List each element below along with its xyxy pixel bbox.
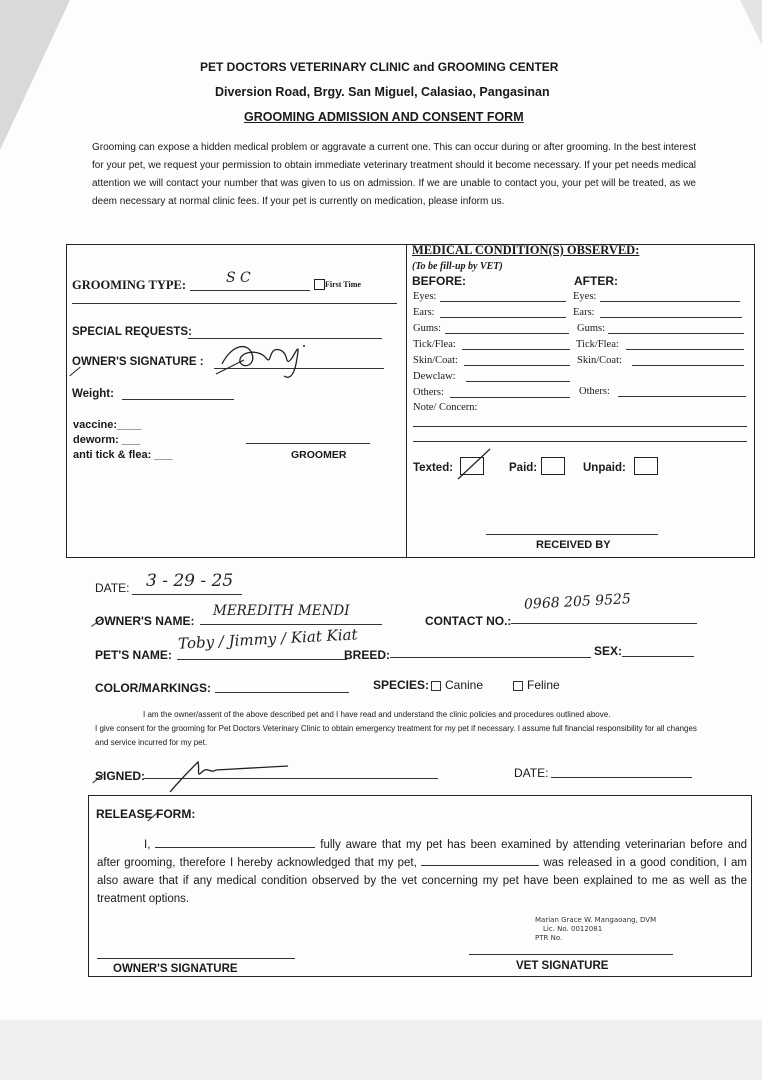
contact-value: 0968 205 9525 xyxy=(523,591,632,613)
before-eyes-label: Eyes: xyxy=(413,291,437,302)
consent-signature-scribble xyxy=(140,752,300,796)
intro-paragraph: Grooming can expose a hidden medical problem or aggravate a current one. This can occur during or after grooming. In the best interest for your pet, we request your permission to obtain immediate veterinary treatment should it become necessary. If your pet needs medical attention we will contact your number that was given to us on admission. If we are unable to contact you, your pet will be treated, as we deem necessary at normal clinic fees. If your pet is currently on medication, please inform us. xyxy=(92,142,696,207)
medical-title: MEDICAL CONDITION(S) OBSERVED: xyxy=(412,243,640,257)
breed-label: BREED: xyxy=(344,648,391,662)
grooming-extra-line[interactable] xyxy=(72,303,397,304)
release-text-c: was released in a good condition, I am also aware that if any medical condition observed by the vet concerning my pet have been explained to me as well as the treatment options. xyxy=(97,857,748,905)
release-text-b: fully aware that my pet has been examined by attending veterinarian before and after grooming, therefore I hereby acknowledged that my pet, xyxy=(97,839,747,869)
pet-name-value: Toby / Jimmy / Kiat Kiat xyxy=(177,625,358,653)
texted-check-mark xyxy=(456,446,496,482)
after-skin-label: Skin/Coat: xyxy=(577,355,622,366)
release-text-a: I, xyxy=(144,839,156,851)
medical-subtitle: (To be fill-up by VET) xyxy=(412,261,503,272)
grooming-type-label: GROOMING TYPE: xyxy=(72,278,187,292)
groomer-label: GROOMER xyxy=(291,449,347,461)
page-fold-right xyxy=(740,0,762,45)
note-concern-label: Note/ Concern: xyxy=(413,402,478,413)
after-eyes-line[interactable] xyxy=(600,301,740,302)
release-pet-blank[interactable] xyxy=(421,854,539,866)
first-time-label: First Time xyxy=(325,280,361,289)
grooming-type-line[interactable] xyxy=(190,290,310,291)
contact-line[interactable] xyxy=(511,623,697,624)
grooming-type-value: S C xyxy=(226,270,251,286)
vet-stamp-license: Lic. No. 0012081 xyxy=(543,925,603,933)
first-time-checkbox[interactable] xyxy=(314,279,325,290)
after-gums-line[interactable] xyxy=(608,333,744,334)
before-gums-label: Gums: xyxy=(413,323,442,334)
page-bottom-shadow xyxy=(0,1020,762,1080)
texted-label: Texted: xyxy=(413,462,454,474)
breed-line[interactable] xyxy=(390,657,591,658)
before-tick-label: Tick/Flea: xyxy=(413,339,456,350)
after-heading: AFTER: xyxy=(574,274,618,288)
contact-label: CONTACT NO.: xyxy=(425,614,512,628)
before-heading: BEFORE: xyxy=(412,274,466,288)
canine-checkbox[interactable] xyxy=(431,681,441,691)
date-value: 3 - 29 - 25 xyxy=(146,571,234,591)
after-others-line[interactable] xyxy=(618,396,746,397)
feline-option[interactable] xyxy=(513,678,560,692)
before-others-label: Others: xyxy=(413,387,444,398)
before-others-line[interactable] xyxy=(450,397,570,398)
vet-signature-line[interactable] xyxy=(469,954,673,955)
vet-stamp-name: Marian Grace W. Mangaoang, DVM xyxy=(535,916,657,924)
consent-date-label: DATE: xyxy=(514,766,549,780)
box-divider xyxy=(406,244,407,557)
release-title: RELEASE FORM: xyxy=(96,807,196,821)
after-gums-label: Gums: xyxy=(577,323,606,334)
consent-paragraph-2: I give consent for the grooming for Pet Doctors Veterinary Clinic to obtain emergency treatment for my pet if necessary. I assume full financial responsibility for all changes and service incurred for my pet. xyxy=(95,724,697,747)
before-ears-label: Ears: xyxy=(413,307,435,318)
owner-name-label: OWNER'S NAME: xyxy=(95,614,195,628)
weight-line[interactable] xyxy=(122,399,234,400)
release-owner-signature-label: OWNER'S SIGNATURE xyxy=(113,963,238,975)
before-ears-line[interactable] xyxy=(440,317,566,318)
note-line-2[interactable] xyxy=(413,441,747,442)
owner-signature-label: OWNER'S SIGNATURE : xyxy=(72,356,204,368)
date-line[interactable] xyxy=(132,594,242,595)
pet-name-label: PET'S NAME: xyxy=(95,648,172,662)
canine-option[interactable] xyxy=(431,678,483,692)
anti-tick-label: anti tick & flea: ___ xyxy=(73,449,173,461)
vet-stamp-ptr: PTR No. xyxy=(535,934,563,942)
after-eyes-label: Eyes: xyxy=(573,291,597,302)
consent-date-line[interactable] xyxy=(551,777,692,778)
before-skin-line[interactable] xyxy=(464,365,570,366)
after-others-label: Others: xyxy=(579,386,610,397)
unpaid-checkbox[interactable] xyxy=(634,457,658,475)
color-markings-line[interactable] xyxy=(215,692,349,693)
species-label: SPECIES: xyxy=(373,678,430,692)
vet-signature-label: VET SIGNATURE xyxy=(516,960,609,972)
special-requests-label: SPECIAL REQUESTS: xyxy=(72,326,192,338)
note-line-1[interactable] xyxy=(413,426,747,427)
before-dewclaw-line[interactable] xyxy=(466,381,570,382)
paid-label: Paid: xyxy=(509,462,538,474)
owner-name-value: MEREDITH MENDI xyxy=(213,603,350,619)
before-tick-line[interactable] xyxy=(462,349,570,350)
sex-label: SEX: xyxy=(594,644,623,658)
unpaid-label: Unpaid: xyxy=(583,462,626,474)
form-title: GROOMING ADMISSION AND CONSENT FORM xyxy=(244,110,524,124)
clinic-address: Diversion Road, Brgy. San Miguel, Calasiao, Pangasinan xyxy=(215,85,550,99)
owner-signature-scribble xyxy=(214,334,314,382)
before-dewclaw-label: Dewclaw: xyxy=(413,371,456,382)
before-skin-label: Skin/Coat: xyxy=(413,355,458,366)
consent-paragraph-1: I am the owner/assent of the above described pet and I have read and understand the clinic policies and procedures outlined above. xyxy=(143,710,611,719)
received-by-label: RECEIVED BY xyxy=(536,539,611,551)
vet-stamp xyxy=(535,916,656,943)
vaccine-label: vaccine:____ xyxy=(73,419,142,431)
deworm-label: deworm: ___ xyxy=(73,434,141,446)
release-owner-blank[interactable] xyxy=(155,836,315,848)
groomer-line[interactable] xyxy=(246,443,370,444)
feline-checkbox[interactable] xyxy=(513,681,523,691)
after-tick-label: Tick/Flea: xyxy=(576,339,619,350)
pet-name-line[interactable] xyxy=(177,659,347,660)
after-ears-line[interactable] xyxy=(600,317,742,318)
page-fold-left xyxy=(0,0,70,150)
canine-label: Canine xyxy=(445,678,484,692)
release-owner-signature-line[interactable] xyxy=(97,958,295,959)
before-eyes-line[interactable] xyxy=(440,301,566,302)
release-paragraph xyxy=(97,836,747,908)
date-label: DATE: xyxy=(95,581,130,595)
after-skin-line[interactable] xyxy=(632,365,744,366)
after-ears-label: Ears: xyxy=(573,307,595,318)
paid-checkbox[interactable] xyxy=(541,457,565,475)
feline-label: Feline xyxy=(527,678,560,692)
before-gums-line[interactable] xyxy=(445,333,569,334)
received-by-line[interactable] xyxy=(486,534,658,535)
color-markings-label: COLOR/MARKINGS: xyxy=(95,681,211,695)
sex-line[interactable] xyxy=(622,656,694,657)
clinic-name: PET DOCTORS VETERINARY CLINIC and GROOMING CENTER xyxy=(200,60,559,74)
after-tick-line[interactable] xyxy=(626,349,744,350)
weight-label: Weight: xyxy=(72,388,114,400)
signed-label: SIGNED: xyxy=(95,769,146,783)
